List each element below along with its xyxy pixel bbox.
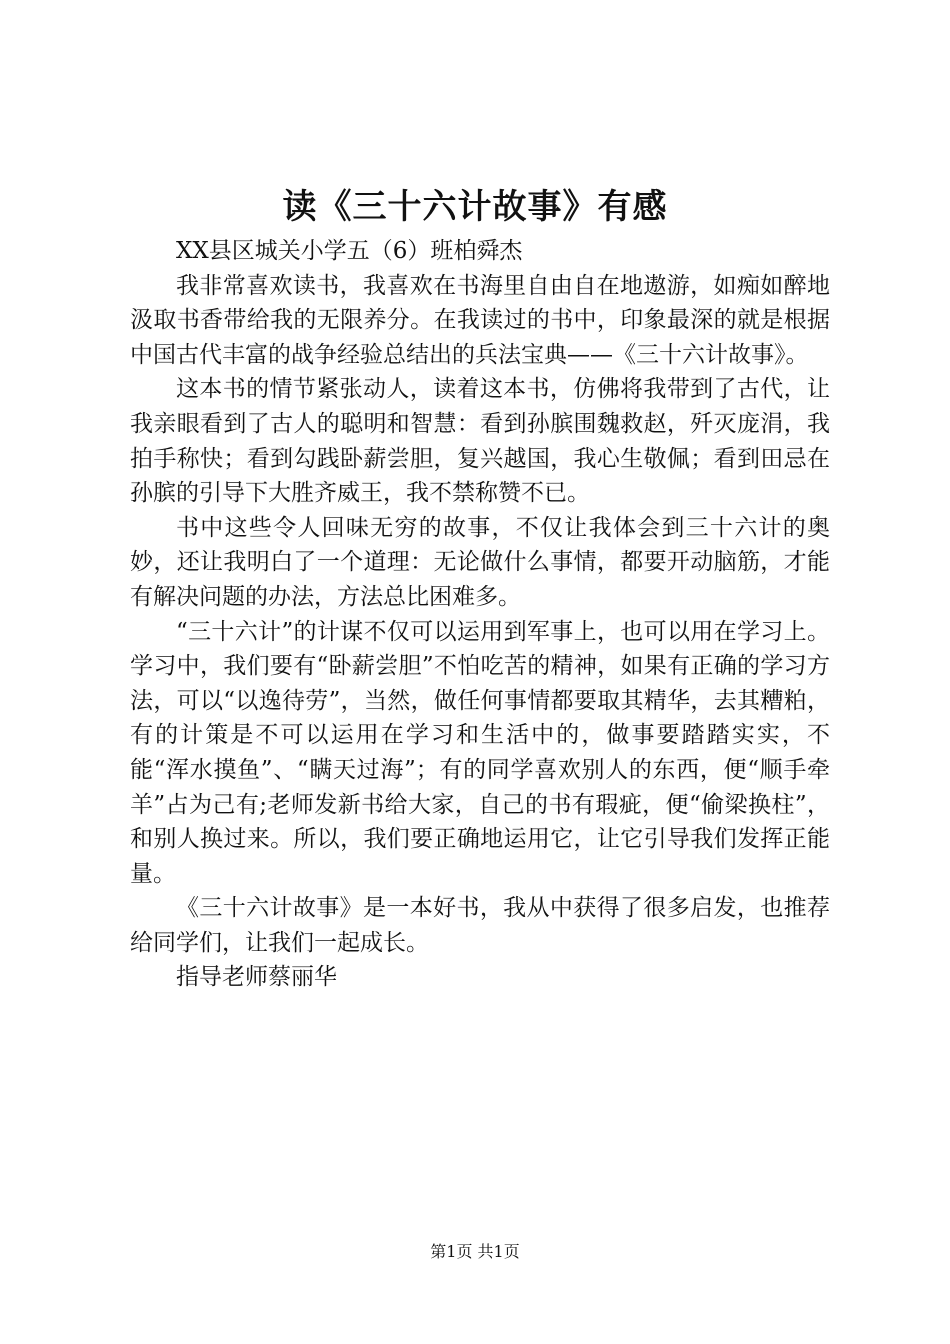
page-number-footer: 第1页 共1页: [430, 1242, 520, 1261]
teacher-line: 指导老师蔡丽华: [176, 964, 337, 991]
paragraph-5: 《三十六计故事》是一本好书，我从中获得了很多启发，也推荐给同学们，让我们一起成长。: [130, 895, 830, 956]
author-line: XX县区城关小学五（6）班柏舜杰: [176, 238, 523, 264]
paragraph-4: “三十六计”的计谋不仅可以运用到军事上，也可以用在学习上。学习中，我们要有“卧薪尝胆”不怕吃苦的精神，如果有正确的学习方法，可以“以逸待劳”，当然，做任何事情都要取其精华，去其糟粕，有的计策是不可以运用在学习和生活中的，做事要踏踏实实，不能“浑水摸鱼”、“瞒天过海”；有的同学喜欢别人的东西，便“顺手牵羊”占为己有;老师发新书给大家，自己的书有瑕疵，便“偷梁换柱”，和别人换过来。所以，我们要正确地运用它，让它引导我们发挥正能量。: [130, 618, 830, 887]
paragraph-1: 我非常喜欢读书，我喜欢在书海里自由自在地遨游，如痴如醉地汲取书香带给我的无限养分。在我读过的书中，印象最深的就是根据中国古代丰富的战争经验总结出的兵法宝典——《三十六计故事》。: [130, 272, 830, 368]
paragraph-2: 这本书的情节紧张动人，读着这本书，仿佛将我带到了古代，让我亲眼看到了古人的聪明和智慧：看到孙膑围魏救赵，歼灭庞涓，我拍手称快；看到勾践卧薪尝胆，复兴越国，我心生敬佩；看到田忌在孙膑的引导下大胜齐威王，我不禁称赞不已。: [130, 376, 830, 507]
document-body: [130, 234, 830, 995]
paragraph-3: 书中这些令人回味无穷的故事，不仅让我体会到三十六计的奥妙，还让我明白了一个道理：无论做什么事情，都要开动脑筋，才能有解决问题的办法，方法总比困难多。: [130, 514, 830, 610]
document-title: 读《三十六计故事》有感: [282, 187, 668, 227]
